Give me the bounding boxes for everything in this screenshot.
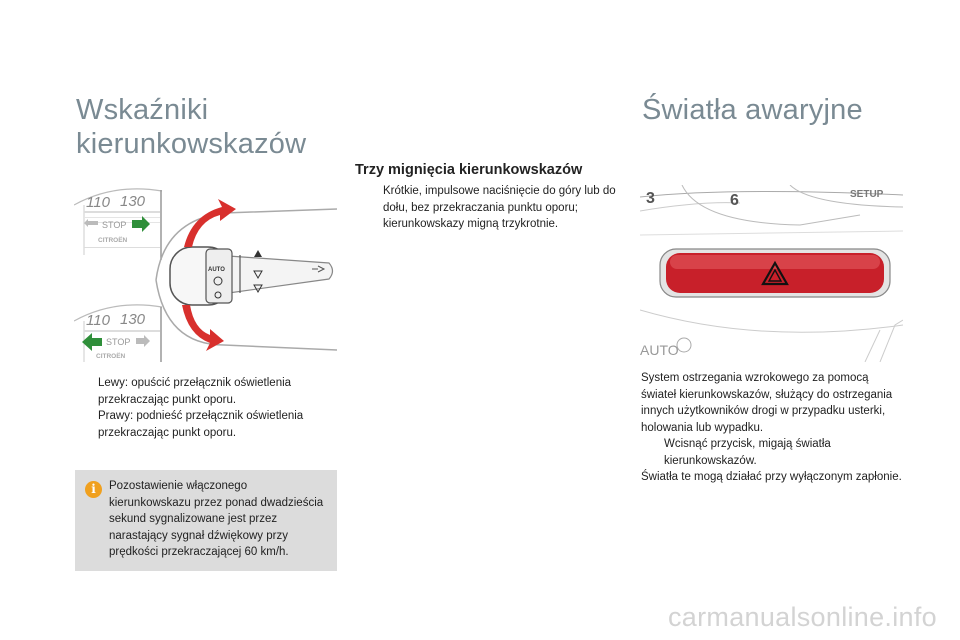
speed-130-bottom: 130: [120, 311, 146, 328]
hazard-button: [660, 249, 890, 297]
hazard-closing: Światła te mogą działać przy wyłączonym zapłonie.: [641, 471, 902, 483]
three-flashes-text: Krótkie, impulsowe naciśnięcie do góry lub do dołu, bez przekraczania punktu oporu; kierunkowskazy migną trzykrotnie.: [383, 185, 616, 230]
brand-bottom: CITROËN: [96, 353, 126, 360]
turn-signal-stalk-illustration: [74, 185, 337, 362]
speed-110-top: 110: [86, 194, 110, 211]
stop-label-bottom: STOP: [106, 337, 131, 347]
stalk-svg: [74, 185, 337, 362]
hazard-intro: System ostrzegania wzrokowego za pomocą świateł kierunkowskazów, służący do ostrzegania innych użytkowników drogi w przypadku usterki, holowania lub wypadku.: [641, 372, 893, 434]
speed-110-bottom: 110: [86, 312, 110, 329]
bullet-left: [75, 375, 337, 408]
brand-top: CITROËN: [98, 237, 128, 244]
top-cluster: [74, 189, 162, 260]
hazard-bullet: [641, 436, 903, 469]
setup-label: SETUP: [850, 189, 884, 200]
lighting-stalk: [170, 247, 333, 305]
speed-130-top: 130: [120, 193, 146, 210]
info-icon: i: [85, 481, 102, 498]
page-title-turn-signals: [76, 93, 306, 161]
dial-number-6: 6: [730, 192, 739, 209]
title-line-2: kierunkowskazów: [76, 128, 307, 160]
hazard-svg: [640, 185, 903, 362]
stalk-instructions-list: [75, 375, 337, 441]
watermark: carmanualsonline.info: [668, 602, 937, 632]
bullet-left-text: Lewy: opuścić przełącznik oświetlenia przekraczając punkt oporu.: [98, 377, 292, 406]
bullet-right: [75, 408, 337, 441]
hazard-button-illustration: [640, 185, 903, 362]
info-text: Pozostawienie włączonego kierunkowskazu przez ponad dwadzieścia sekund sygnalizowane jest przez narastający sygnał dźwiękowy przy prędkości przekraczającej 60 km/h.: [109, 480, 324, 558]
auto-label-right: AUTO: [640, 342, 679, 358]
page-title-hazard-lights: Światła awaryjne: [642, 94, 863, 126]
right-arrow-gray-icon: [136, 335, 150, 347]
auto-label: AUTO: [208, 267, 225, 273]
bottom-cluster: [74, 305, 162, 362]
hazard-description: [641, 370, 903, 486]
dial-number-3: 3: [646, 190, 655, 207]
bullet-right-text: Prawy: podnieść przełącznik oświetlenia przekraczając punkt oporu.: [98, 410, 304, 439]
stop-label-top: STOP: [102, 220, 127, 230]
title-line-1: Wskaźniki: [76, 94, 209, 126]
left-arrow-green-icon: [82, 333, 102, 351]
left-arrow-gray-icon: [84, 219, 98, 227]
right-arrow-green-icon: [132, 216, 150, 232]
three-flashes-bullet: [360, 183, 643, 233]
three-flashes-heading: Trzy mignięcia kierunkowskazów: [355, 162, 583, 178]
info-box: [75, 470, 337, 571]
hazard-bullet-text: Wcisnąć przycisk, migają światła kierunkowskazów.: [664, 438, 831, 467]
down-arrow-red-icon: [182, 305, 224, 351]
